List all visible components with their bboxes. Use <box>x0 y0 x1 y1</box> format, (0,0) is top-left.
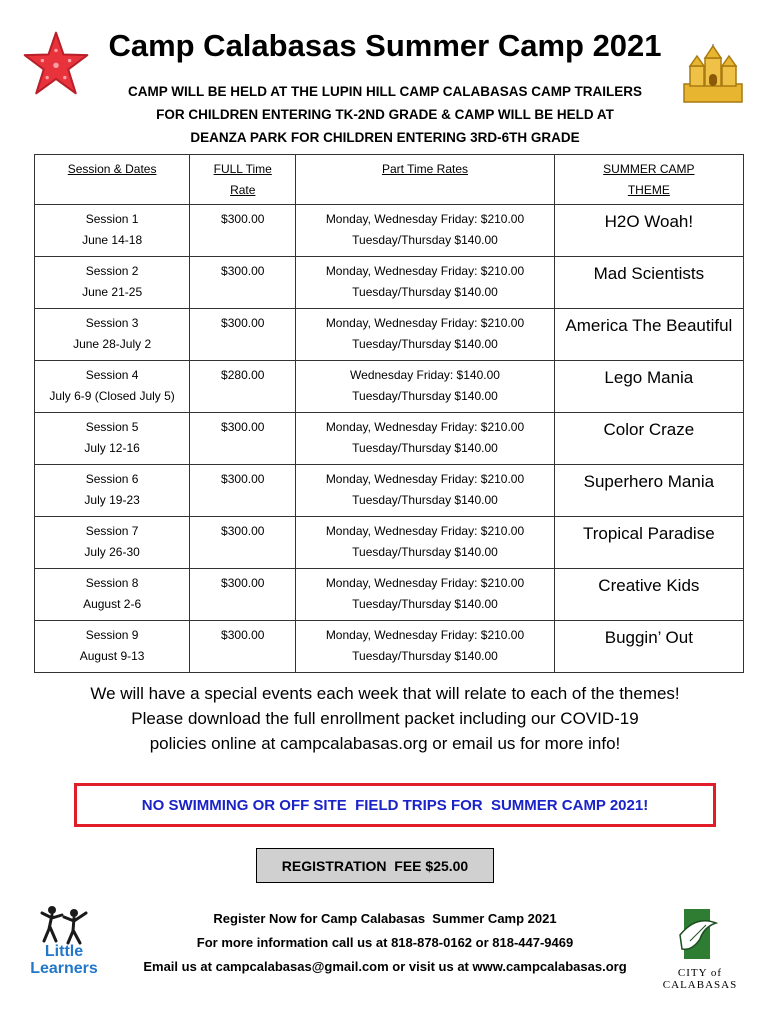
camp-location-notice <box>90 80 680 149</box>
session-dates: June 21-25 <box>82 285 143 299</box>
no-swimming-notice <box>74 783 716 827</box>
full-time-rate: $280.00 <box>190 361 296 413</box>
part-time-tth: Tuesday/Thursday $140.00 <box>352 233 498 247</box>
part-time-rates <box>296 621 554 673</box>
session-name: Session 7 <box>85 524 139 538</box>
subtitle-line: CAMP WILL BE HELD AT THE LUPIN HILL CAMP CALABASAS CAMP TRAILERS <box>127 84 642 99</box>
session-dates: July 19-23 <box>84 493 140 507</box>
session-dates: June 28-July 2 <box>73 337 152 351</box>
camp-theme: America The Beautiful <box>554 309 743 361</box>
part-time-rates <box>296 517 554 569</box>
part-time-tth: Tuesday/Thursday $140.00 <box>352 389 498 403</box>
registration-fee-box <box>256 848 494 883</box>
registration-fee-text: REGISTRATION FEE $25.00 <box>281 857 469 874</box>
part-time-mwf: Wednesday Friday: $140.00 <box>350 368 500 382</box>
table-row <box>35 309 744 361</box>
table-row <box>35 517 744 569</box>
part-time-rates <box>296 361 554 413</box>
part-time-tth: Tuesday/Thursday $140.00 <box>352 649 498 663</box>
table-row <box>35 257 744 309</box>
part-time-tth: Tuesday/Thursday $140.00 <box>352 597 498 611</box>
subtitle-line: FOR CHILDREN ENTERING TK-2ND GRADE & CAMP WILL BE HELD AT <box>156 107 614 122</box>
little-learners-line1: Little <box>44 943 84 960</box>
session-cell <box>35 361 190 413</box>
session-cell <box>35 257 190 309</box>
full-time-rate: $300.00 <box>190 205 296 257</box>
events-info <box>50 681 720 756</box>
session-dates: June 14-18 <box>82 233 143 247</box>
part-time-rates <box>296 205 554 257</box>
little-learners-line2: Learners <box>30 960 98 977</box>
little-learners-kids-icon <box>40 905 88 945</box>
session-cell <box>35 517 190 569</box>
part-time-rates <box>296 309 554 361</box>
session-name: Session 8 <box>85 576 139 590</box>
phone-line: For more information call us at 818-878-0162 or 818-447-9469 <box>196 935 574 950</box>
full-time-rate: $300.00 <box>190 517 296 569</box>
session-name: Session 5 <box>85 420 139 434</box>
table-row <box>35 569 744 621</box>
table-row <box>35 413 744 465</box>
subtitle-line: DEANZA PARK FOR CHILDREN ENTERING 3RD-6TH GRADE <box>190 130 580 145</box>
little-learners-logo <box>22 905 106 983</box>
part-time-tth: Tuesday/Thursday $140.00 <box>352 493 498 507</box>
register-line: Register Now for Camp Calabasas Summer Camp 2021 <box>213 911 557 926</box>
header-full-time-rate: FULL Time Rate <box>190 155 296 205</box>
part-time-mwf: Monday, Wednesday Friday: $210.00 <box>325 316 525 330</box>
city-seal-icon <box>676 905 720 963</box>
session-name: Session 1 <box>85 212 139 226</box>
page-title: Camp Calabasas Summer Camp 2021 <box>108 28 662 63</box>
info-line: Please download the full enrollment packet including our COVID-19 <box>131 709 639 728</box>
part-time-mwf: Monday, Wednesday Friday: $210.00 <box>325 472 525 486</box>
part-time-mwf: Monday, Wednesday Friday: $210.00 <box>325 628 525 642</box>
session-name: Session 9 <box>85 628 139 642</box>
part-time-rates <box>296 569 554 621</box>
camp-theme: Superhero Mania <box>554 465 743 517</box>
part-time-tth: Tuesday/Thursday $140.00 <box>352 337 498 351</box>
session-cell <box>35 569 190 621</box>
session-cell <box>35 465 190 517</box>
email-line: Email us at campcalabasas@gmail.com or visit us at www.campcalabasas.org <box>143 959 627 974</box>
session-dates: July 6-9 (Closed July 5) <box>49 389 175 403</box>
table-row <box>35 205 744 257</box>
session-dates: August 9-13 <box>79 649 145 663</box>
full-time-rate: $300.00 <box>190 257 296 309</box>
camp-theme: H2O Woah! <box>554 205 743 257</box>
session-name: Session 4 <box>85 368 139 382</box>
session-dates: July 12-16 <box>84 441 140 455</box>
camp-theme: Tropical Paradise <box>554 517 743 569</box>
full-time-rate: $300.00 <box>190 413 296 465</box>
part-time-rates <box>296 413 554 465</box>
table-row <box>35 465 744 517</box>
registration-contact <box>110 907 660 979</box>
city-of-calabasas-logo <box>640 905 760 991</box>
camp-theme: Mad Scientists <box>554 257 743 309</box>
camp-theme: Color Craze <box>554 413 743 465</box>
part-time-mwf: Monday, Wednesday Friday: $210.00 <box>325 524 525 538</box>
session-cell <box>35 309 190 361</box>
session-cell <box>35 205 190 257</box>
warning-text: NO SWIMMING OR OFF SITE FIELD TRIPS FOR SUMMER CAMP 2021! <box>141 796 649 814</box>
full-time-rate: $300.00 <box>190 621 296 673</box>
header-part-time-rates: Part Time Rates <box>296 155 554 205</box>
camp-theme: Lego Mania <box>554 361 743 413</box>
part-time-rates <box>296 465 554 517</box>
part-time-tth: Tuesday/Thursday $140.00 <box>352 285 498 299</box>
table-header-row <box>35 155 744 205</box>
part-time-mwf: Monday, Wednesday Friday: $210.00 <box>325 420 525 434</box>
part-time-tth: Tuesday/Thursday $140.00 <box>352 441 498 455</box>
session-name: Session 2 <box>85 264 139 278</box>
session-dates: August 2-6 <box>83 597 142 611</box>
full-time-rate: $300.00 <box>190 569 296 621</box>
part-time-rates <box>296 257 554 309</box>
session-name: Session 6 <box>85 472 139 486</box>
part-time-mwf: Monday, Wednesday Friday: $210.00 <box>325 576 525 590</box>
camp-theme: Creative Kids <box>554 569 743 621</box>
session-dates: July 26-30 <box>84 545 140 559</box>
camp-theme: Buggin’ Out <box>554 621 743 673</box>
schedule-table <box>34 154 744 673</box>
part-time-tth: Tuesday/Thursday $140.00 <box>352 545 498 559</box>
info-line: We will have a special events each week that will relate to each of the themes! <box>90 684 680 703</box>
part-time-mwf: Monday, Wednesday Friday: $210.00 <box>325 264 525 278</box>
session-cell <box>35 621 190 673</box>
table-row <box>35 621 744 673</box>
info-line: policies online at campcalabasas.org or email us for more info! <box>149 734 621 753</box>
header-session-dates: Session & Dates <box>35 155 190 205</box>
full-time-rate: $300.00 <box>190 309 296 361</box>
session-cell <box>35 413 190 465</box>
header-summer-camp-theme: SUMMER CAMP THEME <box>554 155 743 205</box>
city-name: CITY of CALABASAS <box>662 967 738 991</box>
table-row <box>35 361 744 413</box>
session-name: Session 3 <box>85 316 139 330</box>
full-time-rate: $300.00 <box>190 465 296 517</box>
part-time-mwf: Monday, Wednesday Friday: $210.00 <box>325 212 525 226</box>
